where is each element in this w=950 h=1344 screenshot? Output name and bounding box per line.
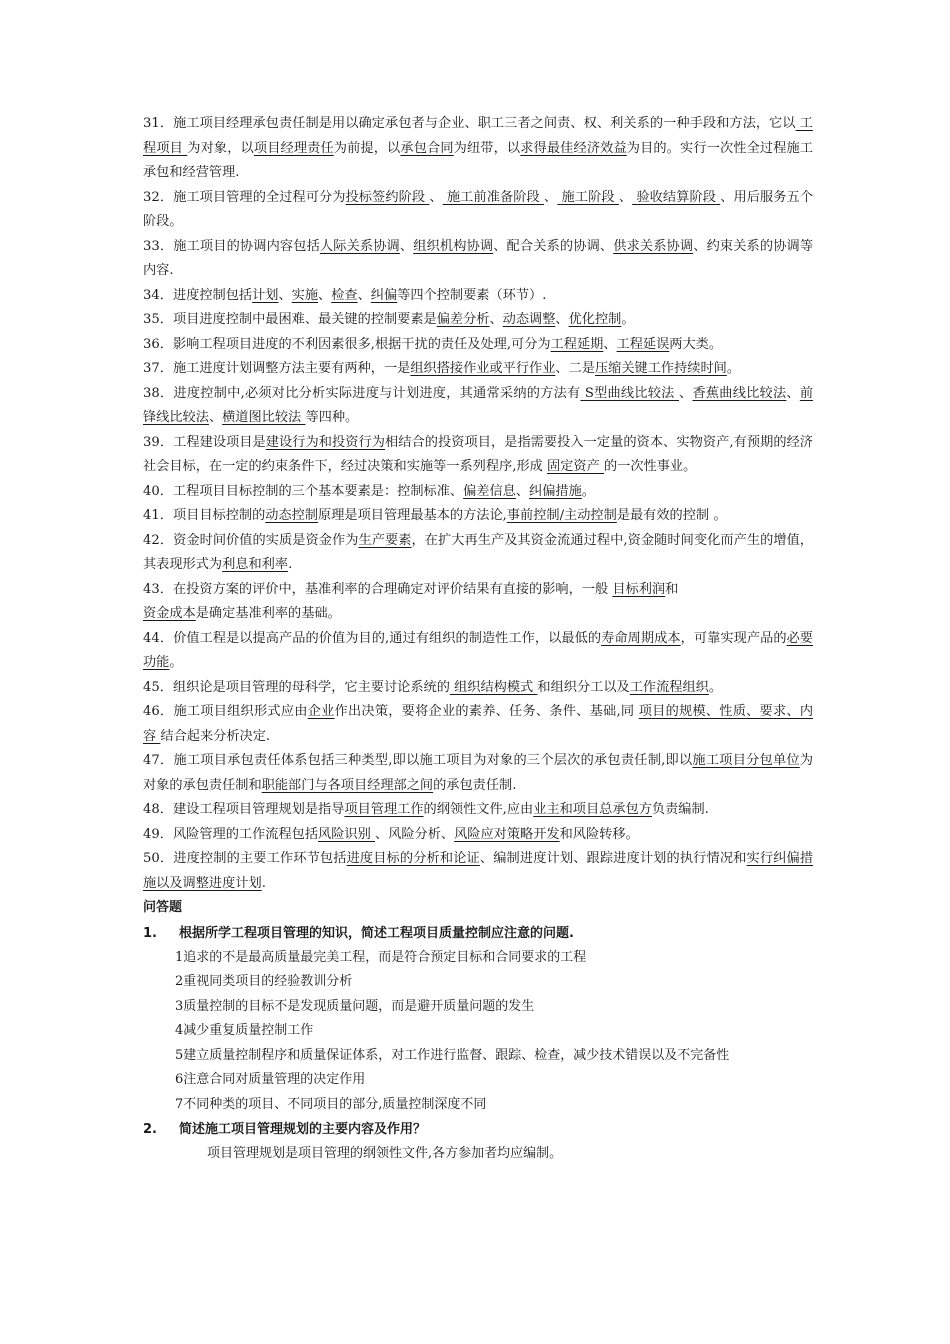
item-text: 等四种。 — [305, 410, 359, 425]
item-text: 的承包责任制. — [433, 777, 517, 793]
answer-blank: 寿命周期成本 — [601, 630, 681, 646]
item-text: 50．进度控制的主要工作环节包括 — [143, 851, 347, 866]
item-text: 是确定基准利率的基础。 — [195, 606, 341, 621]
fill-item-32 — [143, 186, 813, 235]
item-text: 39．工程建设项目是 — [143, 434, 266, 450]
item-text: 31．施工项目经理承包责任制是用以确定承包者与企业、职工三者之间责、权、利关系的一种手段和方法，它以 — [143, 116, 796, 131]
answer-blank: 组织搭接作业或平行作业 — [410, 361, 556, 376]
answer-blank: 职能部门与各项目经理部之间 — [261, 777, 434, 793]
fill-item-38 — [143, 382, 813, 431]
item-text: ，在扩大再生产及其资金流通过程中,资金随时间变化而产生的增值，其表现形式为 — [143, 532, 813, 572]
item-text: . — [261, 875, 266, 891]
section-title: 问答题 — [143, 900, 183, 915]
item-text: 、 — [679, 385, 693, 401]
answer-blank: 目标利润 — [612, 581, 666, 597]
answer-blank: 动态控制 — [265, 508, 319, 523]
answer-blank: 风险应对策略开发 — [454, 826, 560, 842]
answer-blank: 建设行为和投资行为 — [265, 434, 385, 450]
question-text: 简述施工项目管理规划的主要内容及作用？ — [179, 1122, 427, 1137]
question-2 — [143, 1117, 813, 1167]
answer-blank: 纠偏措施 — [529, 483, 582, 499]
document-page — [143, 112, 813, 1167]
answer-blank: 利息和利率 — [222, 557, 289, 572]
item-text: 32．施工项目管理的全过程可分为 — [143, 189, 346, 205]
fill-item-42 — [143, 529, 813, 578]
fill-item-50 — [143, 847, 813, 896]
answer-blank: 组织机构协调 — [413, 238, 494, 254]
item-text: 结合起来分析决定. — [160, 728, 271, 744]
item-text: ，可靠实现产品的 — [680, 630, 787, 646]
question-number: 2. — [143, 1122, 157, 1137]
item-text: 的一次性事业。 — [603, 459, 697, 474]
item-text: 35．项目进度控制中最困难、最关键的控制要素是 — [143, 312, 437, 327]
item-text: 34．进度控制包括 — [143, 287, 253, 303]
answer-blank: 动态调整 — [502, 312, 556, 327]
item-text: 负责编制. — [651, 802, 709, 817]
answer-blank: 必要功能 — [143, 630, 813, 670]
answer-blank: 求得最佳经济效益 — [520, 140, 627, 156]
fill-item-44 — [143, 627, 813, 676]
answer-blank: 施工阶段 — [557, 189, 619, 205]
item-text: . — [288, 557, 293, 572]
item-text: 、 — [357, 287, 371, 303]
item-text: 。 — [708, 679, 723, 695]
item-text: 、 — [515, 483, 530, 499]
answer-blank: 横道图比较法 — [222, 410, 306, 425]
item-text: 、 — [208, 410, 223, 425]
item-text: 、 — [278, 287, 292, 303]
item-text: 、用后服务五个阶段。 — [143, 189, 814, 229]
answer-line: 1追求的不是最高质量最完美工程，而是符合预定目标和合同要求的工程 — [175, 949, 587, 965]
item-text: 37．施工进度计划调整方法主要有两种，一是 — [143, 361, 411, 376]
item-text: 和 — [665, 581, 679, 597]
item-text: 为纽带，以 — [453, 140, 521, 156]
fill-item-35 — [143, 308, 813, 333]
answer-blank: 工程项目 — [143, 116, 813, 156]
question-number: 1. — [143, 925, 157, 941]
item-text: 48．建设工程项目管理规划是指导 — [143, 802, 345, 817]
answer-blank: 偏差分析 — [436, 312, 490, 327]
fill-in-section — [143, 112, 813, 896]
answer-blank: 验收结算阶段 — [632, 189, 721, 205]
answer-blank: 固定资产 — [547, 459, 604, 474]
answer-blank: 人际关系协调 — [319, 238, 400, 254]
answer-blank: 投标签约阶段 — [345, 189, 430, 205]
answer-blank: 工程延误 — [616, 336, 670, 352]
answer-blank: 计划 — [252, 287, 279, 303]
answer-blank: 工作流程组织 — [629, 679, 709, 695]
answer-blank: 检查 — [331, 287, 358, 303]
answer-blank: 纠偏 — [370, 287, 398, 303]
item-text: 49．风险管理的工作流程包括 — [143, 826, 319, 842]
fill-item-36 — [143, 333, 813, 358]
item-text: 等四个控制要素（环节）. — [397, 287, 547, 303]
answer-line: 项目管理规划是项目管理的纲领性文件,各方参加者均应编制。 — [207, 1146, 563, 1161]
answer-blank: 生产要素 — [358, 532, 412, 548]
item-text: 、配合关系的协调、 — [493, 238, 614, 254]
item-text: 38．进度控制中,必须对比分析实际进度与计划进度，其通常采纳的方法有 — [143, 385, 581, 401]
item-text: 原理是项目管理最基本的方法论, — [318, 508, 507, 523]
item-text: 、 — [399, 238, 414, 254]
fill-item-48 — [143, 798, 813, 823]
fill-item-46 — [143, 700, 813, 749]
fill-item-43 — [143, 578, 813, 627]
item-text: 为对象的承包责任制和 — [143, 753, 814, 793]
item-text: 和风险转移。 — [559, 826, 639, 842]
item-text: 相结合的投资项目，是指需要投入一定量的资本、实物资产,有预期的经济社会目标，在一定的约束条件下，经过决策和实施等一系列程序,形成 — [143, 434, 813, 474]
answer-blank: S型曲线比较法 — [580, 385, 680, 401]
answer-blank: 优化控制 — [568, 312, 622, 327]
item-text: 47．施工项目承包责任体系包括三种类型,即以施工项目为对象的三个层次的承包责任制,即以 — [143, 753, 693, 768]
answer-line: 2重视同类项目的经验教训分析 — [175, 974, 353, 989]
item-text: 43．在投资方案的评价中，基准利率的合理确定对评价结果有直接的影响，一般 — [143, 581, 613, 597]
item-text: 41．项目目标控制的 — [143, 508, 266, 523]
fill-item-47 — [143, 749, 813, 798]
item-text: 、 — [603, 336, 617, 352]
answer-blank: 压缩关键工作持续时间 — [594, 361, 727, 376]
item-text: 两大类。 — [669, 336, 723, 352]
item-text: 、 — [555, 312, 569, 327]
item-text: 45．组织论是项目管理的母科学，它主要讨论系统的 — [143, 679, 450, 695]
item-text: 、约束关系的协调等内容. — [143, 238, 814, 278]
answer-line: 4减少重复质量控制工作 — [175, 1023, 314, 1038]
answer-line: 5建立质量控制程序和质量保证体系，对工作进行监督、跟踪、检查，减少技术错误以及不完备性 — [175, 1047, 730, 1063]
answer-blank: 项目的规模、性质、要求、内容 — [143, 704, 814, 744]
item-text: 、 — [489, 312, 503, 327]
fill-item-39 — [143, 431, 813, 480]
item-text: 。 — [581, 483, 595, 499]
item-text: 44．价值工程是以提高产品的价值为目的,通过有组织的制造性工作，以最低的 — [143, 630, 602, 646]
answer-line: 6注意合同对质量管理的决定作用 — [175, 1072, 366, 1087]
answer-blank: 组织结构模式 — [449, 679, 538, 695]
fill-item-45 — [143, 676, 813, 701]
item-text: 、编制进度计划、跟踪进度计划的执行情况和 — [479, 851, 747, 866]
question-text: 根据所学工程项目管理的知识，简述工程项目质量控制应注意的问题. — [179, 925, 574, 941]
item-text: 、 — [786, 385, 800, 401]
answer-blank: 风险识别 — [318, 826, 375, 842]
answer-blank: 资金成本 — [143, 606, 196, 621]
item-text: 为前提，以 — [333, 140, 401, 156]
answer-blank: 事前控制/主动控制 — [506, 508, 617, 523]
item-text: 、风险分析、 — [374, 826, 455, 842]
item-text: 36．影响工程项目进度的不利因素很多,根据干扰的责任及处理,可分为 — [143, 336, 551, 352]
fill-item-34 — [143, 284, 813, 309]
answer-blank: 实行纠偏措施以及调整进度计划 — [143, 851, 814, 891]
answer-blank: 前锋线比较法 — [143, 385, 813, 425]
item-text: 、二是 — [555, 361, 595, 376]
fill-item-49 — [143, 823, 813, 848]
item-text: 46．施工项目组织形式应由 — [143, 704, 308, 719]
item-text: 为对象，以 — [187, 140, 254, 156]
item-text: 。 — [726, 361, 741, 376]
answer-blank: 香蕉曲线比较法 — [692, 385, 787, 401]
item-text: 33．施工项目的协调内容包括 — [143, 238, 320, 254]
answer-blank: 业主和项目总承包方 — [533, 802, 652, 817]
item-text: 、 — [429, 189, 443, 205]
item-text: 。 — [621, 312, 635, 327]
answer-blank: 施工项目分包单位 — [692, 753, 800, 768]
answer-blank: 项目管理工作 — [344, 802, 424, 817]
fill-item-33 — [143, 235, 813, 284]
item-text: 。 — [169, 655, 183, 670]
answer-line: 7不同种类的项目、不同项目的部分,质量控制深度不同 — [175, 1096, 487, 1112]
item-text: 和组织分工以及 — [537, 679, 630, 695]
item-text: 42．资金时间价值的实质是资金作为 — [143, 532, 359, 548]
item-text: 作出决策，要将企业的素养、任务、条件、基础,同 — [334, 704, 639, 719]
answer-blank: 供求关系协调 — [613, 238, 694, 254]
fill-item-40 — [143, 480, 813, 505]
answer-blank: 工程延期 — [550, 336, 604, 352]
answer-blank: 企业 — [307, 704, 335, 719]
item-text: 是最有效的控制 。 — [616, 508, 727, 523]
item-text: 、 — [318, 287, 332, 303]
answer-line: 3质量控制的目标不是发现质量问题，而是避开质量问题的发生 — [175, 998, 535, 1014]
item-text: 为目的。实行一次性全过程施工承包和经营管理. — [143, 140, 814, 180]
item-text: 、 — [618, 189, 633, 205]
fill-item-37 — [143, 357, 813, 382]
item-text: 40．工程项目目标控制的三个基本要素是：控制标准、 — [143, 483, 464, 499]
item-text: 的纲领性文件,应由 — [423, 802, 534, 817]
answer-blank: 偏差信息 — [463, 483, 516, 499]
answer-blank: 项目经理责任 — [253, 140, 334, 156]
answer-blank: 实施 — [291, 287, 319, 303]
answer-blank: 施工前准备阶段 — [442, 189, 545, 205]
fill-item-41 — [143, 504, 813, 529]
fill-item-31 — [143, 112, 813, 186]
item-text: 、 — [544, 189, 558, 205]
question-1 — [143, 921, 813, 1118]
answer-blank: 承包合同 — [400, 140, 454, 156]
answer-blank: 进度目标的分析和论证 — [346, 851, 480, 866]
